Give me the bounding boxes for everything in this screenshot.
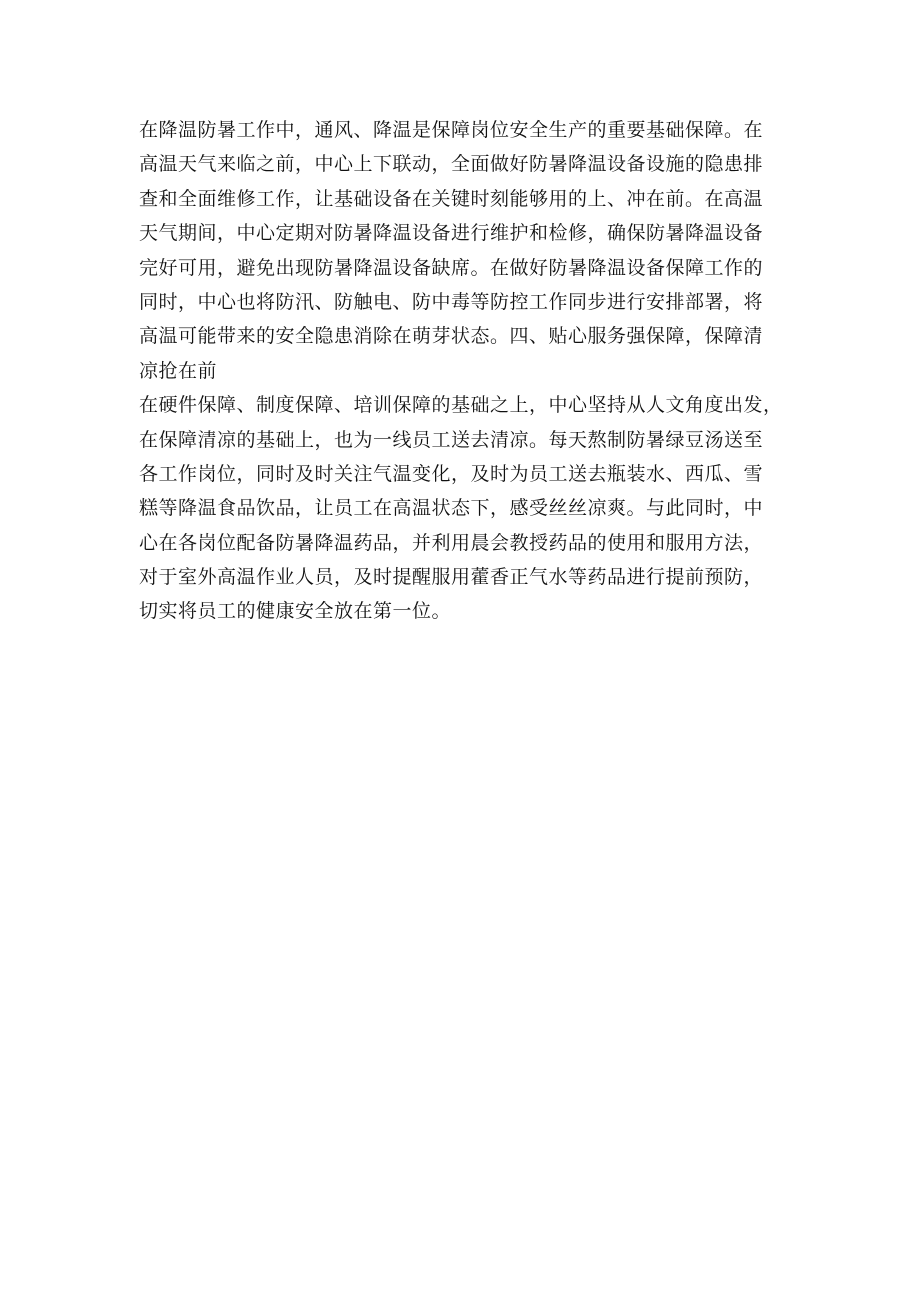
text-line: 查和全面维修工作，让基础设备在关键时刻能够用的上、冲在前。在高温 [139,187,764,210]
text-line: 糕等降温食品饮品，让员工在高温状态下，感受丝丝凉爽。与此同时，中 [139,497,764,520]
text-line: 完好可用，避免出现防暑降温设备缺席。在做好防暑降温设备保障工作的 [139,256,764,279]
text-line: 高温天气来临之前，中心上下联动，全面做好防暑降温设备设施的隐患排 [139,153,764,176]
text-line: 在保障清凉的基础上，也为一线员工送去清凉。每天熬制防暑绿豆汤送至 [139,428,764,451]
text-line: 在硬件保障、制度保障、培训保障的基础之上，中心坚持从人文角度出发， [139,394,783,417]
text-line: 凉抢在前 [139,359,218,382]
text-line: 心在各岗位配备防暑降温药品，并利用晨会教授药品的使用和服用方法， [139,531,764,554]
text-line: 对于室外高温作业人员，及时提醒服用藿香正气水等药品进行提前预防， [139,566,764,589]
text-line: 天气期间，中心定期对防暑降温设备进行维护和检修，确保防暑降温设备 [139,222,764,245]
text-line: 高温可能带来的安全隐患消除在萌芽状态。四、贴心服务强保障，保障清 [139,325,764,348]
body-text [139,113,809,629]
text-line: 在降温防暑工作中，通风、降温是保障岗位安全生产的重要基础保障。在 [139,119,764,141]
text-line: 各工作岗位，同时及时关注气温变化，及时为员工送去瓶装水、西瓜、雪 [139,462,764,485]
text-line: 切实将员工的健康安全放在第一位。 [139,600,452,623]
text-line: 同时，中心也将防汛、防触电、防中毒等防控工作同步进行安排部署，将 [139,290,764,313]
